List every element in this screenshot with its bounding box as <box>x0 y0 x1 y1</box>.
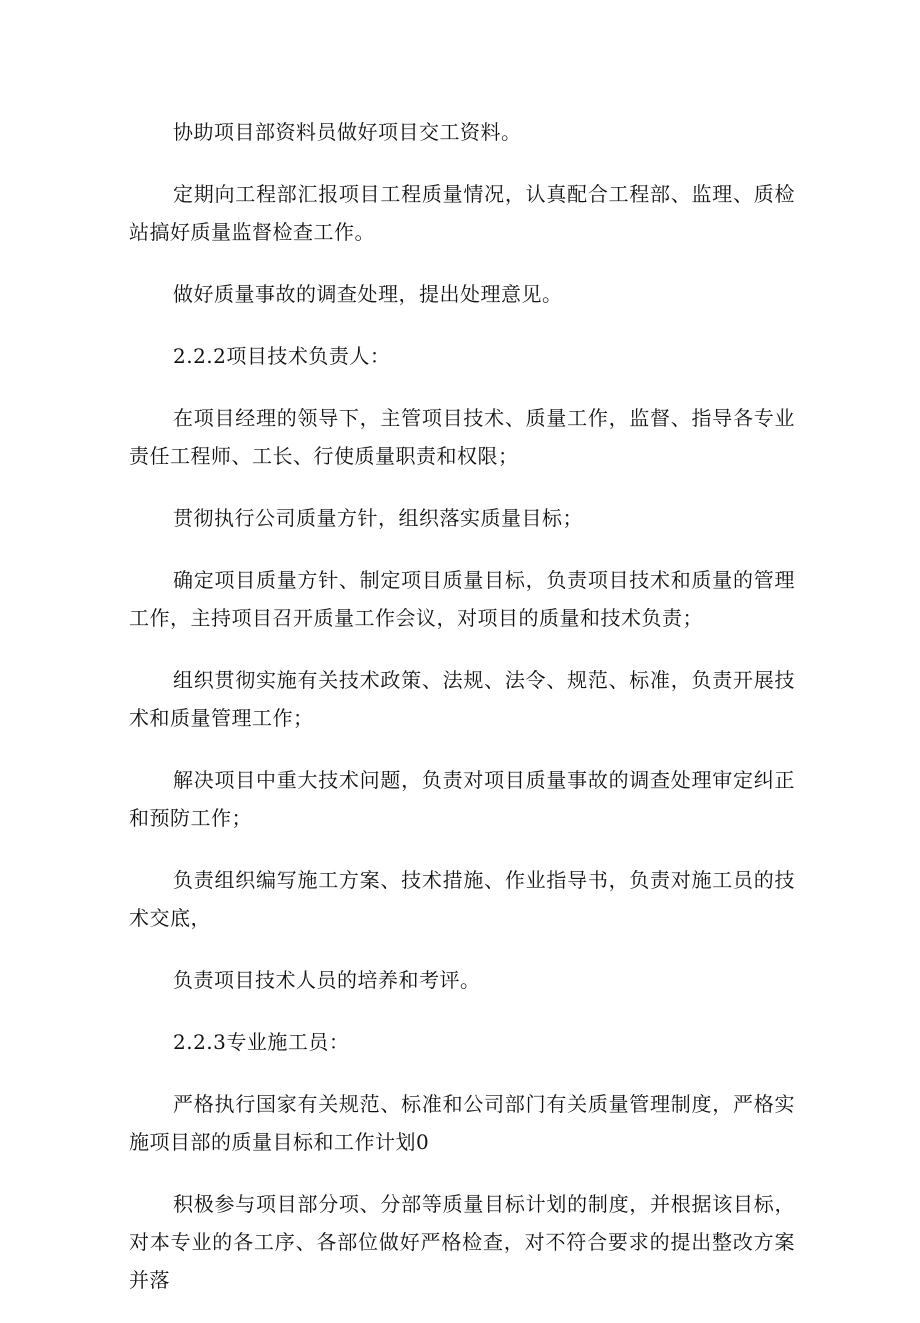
paragraph: 协助项目部资料员做好项目交工资料。 <box>173 120 522 144</box>
paragraph: 积极参与项目部分项、分部等质量目标计划的制度，并根据该目标，对本专业的各工序、各部位做好严格检查，对不符合要求的提出整改方案并落 <box>129 1192 795 1292</box>
paragraph: 确定项目质量方针、制定项目质量目标，负责项目技术和质量的管理工作，主持项目召开质量工作会议，对项目的质量和技术负责； <box>129 568 795 630</box>
paragraph: 贯彻执行公司质量方针，组织落实质量目标； <box>173 506 583 530</box>
paragraph: 负责项目技术人员的培养和考评。 <box>173 968 481 992</box>
paragraph: 严格执行国家有关规范、标准和公司部门有关质量管理制度，严格实施项目部的质量目标和工作计划0 <box>129 1092 795 1154</box>
section-heading: 2.2.3专业施工员： <box>173 1030 350 1054</box>
paragraph: 解决项目中重大技术问题，负责对项目质量事故的调查处理审定纠正和预防工作； <box>129 768 795 830</box>
paragraph: 在项目经理的领导下，主管项目技术、质量工作，监督、指导各专业责任工程师、工长、行使质量职责和权限； <box>129 406 795 468</box>
paragraph: 做好质量事故的调查处理，提出处理意见。 <box>173 282 563 306</box>
paragraph: 定期向工程部汇报项目工程质量情况，认真配合工程部、监理、质检站搞好质量监督检查工作。 <box>129 182 795 244</box>
document-body <box>129 113 795 1323</box>
paragraph: 负责组织编写施工方案、技术措施、作业指导书，负责对施工员的技术交底， <box>129 868 795 930</box>
paragraph: 组织贯彻实施有关技术政策、法规、法令、规范、标准，负责开展技术和质量管理工作； <box>129 668 795 730</box>
section-heading: 2.2.2项目技术负责人： <box>173 344 391 368</box>
